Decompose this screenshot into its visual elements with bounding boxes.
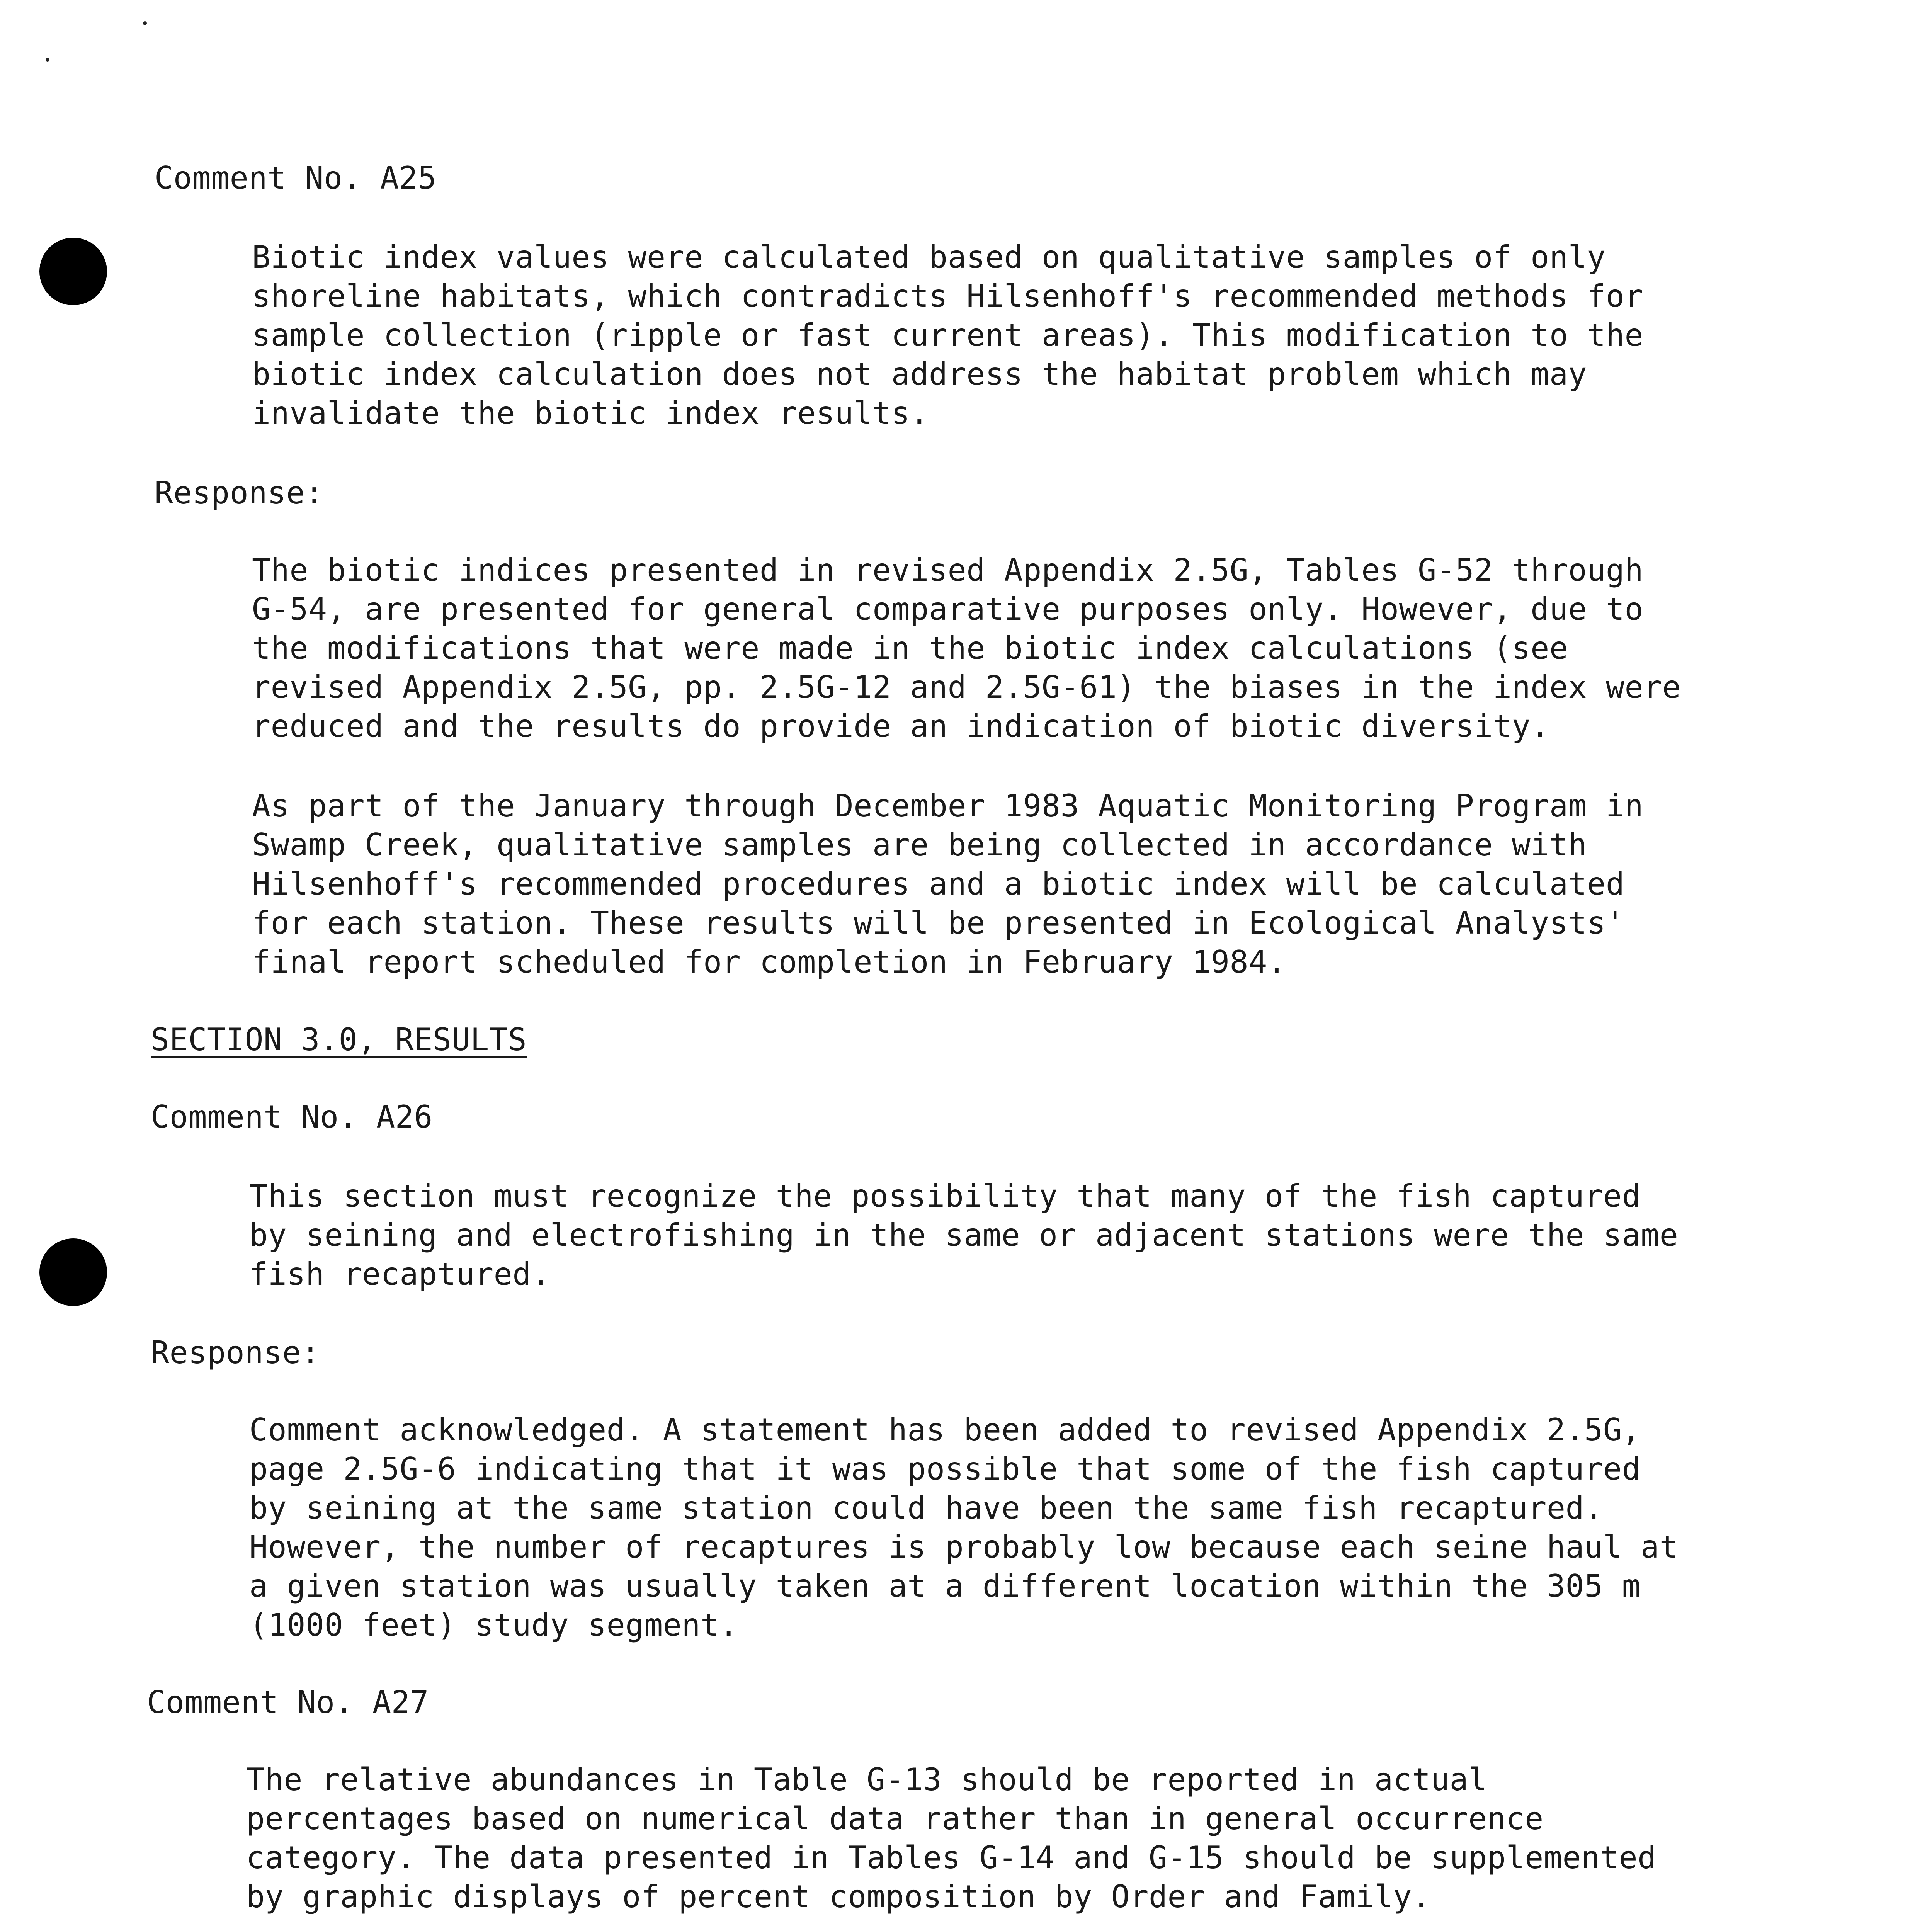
comment-a27-text: [246, 1760, 1656, 1916]
comment-a26-text: [249, 1177, 1678, 1294]
response-a25-heading: Response:: [155, 475, 324, 511]
text-line: invalidate the biotic index results.: [252, 395, 929, 431]
text-line: However, the number of recaptures is probably low because each seine haul at: [249, 1529, 1679, 1565]
text-line: percentages based on numerical data rather than in general occurrence: [246, 1801, 1544, 1837]
text-line: final report scheduled for completion in February 1984.: [252, 944, 1286, 980]
text-line: This section must recognize the possibility that many of the fish captured: [249, 1178, 1641, 1214]
text-line: by graphic displays of percent composition by Order and Family.: [246, 1879, 1431, 1915]
response-a25-paragraph-2: [252, 786, 1643, 981]
punch-hole-middle: [39, 1238, 107, 1306]
text-line: Biotic index values were calculated based on qualitative samples of only: [252, 239, 1606, 275]
text-line: a given station was usually taken at a different location within the 305 m: [249, 1568, 1641, 1604]
section-title: SECTION 3.0, RESULTS: [151, 1022, 527, 1058]
text-line: by seining and electrofishing in the same or adjacent stations were the same: [249, 1217, 1679, 1253]
response-a26-text: [249, 1410, 1678, 1645]
text-line: page 2.5G-6 indicating that it was possible that some of the fish captured: [249, 1451, 1641, 1487]
text-line: (1000 feet) study segment.: [249, 1607, 738, 1643]
comment-a25-heading: Comment No. A25: [155, 160, 437, 196]
scan-speck: [46, 58, 49, 62]
text-line: category. The data presented in Tables G-14 and G-15 should be supplemented: [246, 1840, 1656, 1876]
text-line: Swamp Creek, qualitative samples are being collected in accordance with: [252, 827, 1587, 863]
comment-a25-text: [252, 238, 1643, 433]
text-line: shoreline habitats, which contradicts Hilsenhoff's recommended methods for: [252, 278, 1644, 314]
text-line: reduced and the results do provide an indication of biotic diversity.: [252, 708, 1549, 744]
comment-a26-heading: Comment No. A26: [151, 1099, 433, 1135]
scan-speck: [143, 21, 147, 25]
text-line: fish recaptured.: [249, 1256, 550, 1292]
comment-a27-heading: Comment No. A27: [147, 1684, 429, 1720]
text-line: Hilsenhoff's recommended procedures and a biotic index will be calculated: [252, 866, 1625, 902]
text-line: revised Appendix 2.5G, pp. 2.5G-12 and 2.5G-61) the biases in the index were: [252, 669, 1681, 705]
response-a25-paragraph-1: [252, 551, 1681, 746]
text-line: by seining at the same station could have been the same fish recaptured.: [249, 1490, 1603, 1526]
text-line: The biotic indices presented in revised Appendix 2.5G, Tables G-52 through: [252, 552, 1644, 588]
punch-hole-top: [39, 238, 107, 305]
text-line: As part of the January through December 1983 Aquatic Monitoring Program in: [252, 788, 1644, 824]
response-a26-heading: Response:: [151, 1335, 320, 1371]
text-line: sample collection (ripple or fast current areas). This modification to the: [252, 317, 1644, 353]
text-line: The relative abundances in Table G-13 should be reported in actual: [246, 1762, 1487, 1798]
text-line: biotic index calculation does not address the habitat problem which may: [252, 356, 1587, 392]
text-line: G-54, are presented for general comparative purposes only. However, due to: [252, 591, 1644, 627]
text-line: Comment acknowledged. A statement has been added to revised Appendix 2.5G,: [249, 1412, 1641, 1448]
text-line: the modifications that were made in the biotic index calculations (see: [252, 630, 1568, 666]
text-line: for each station. These results will be presented in Ecological Analysts': [252, 905, 1625, 941]
